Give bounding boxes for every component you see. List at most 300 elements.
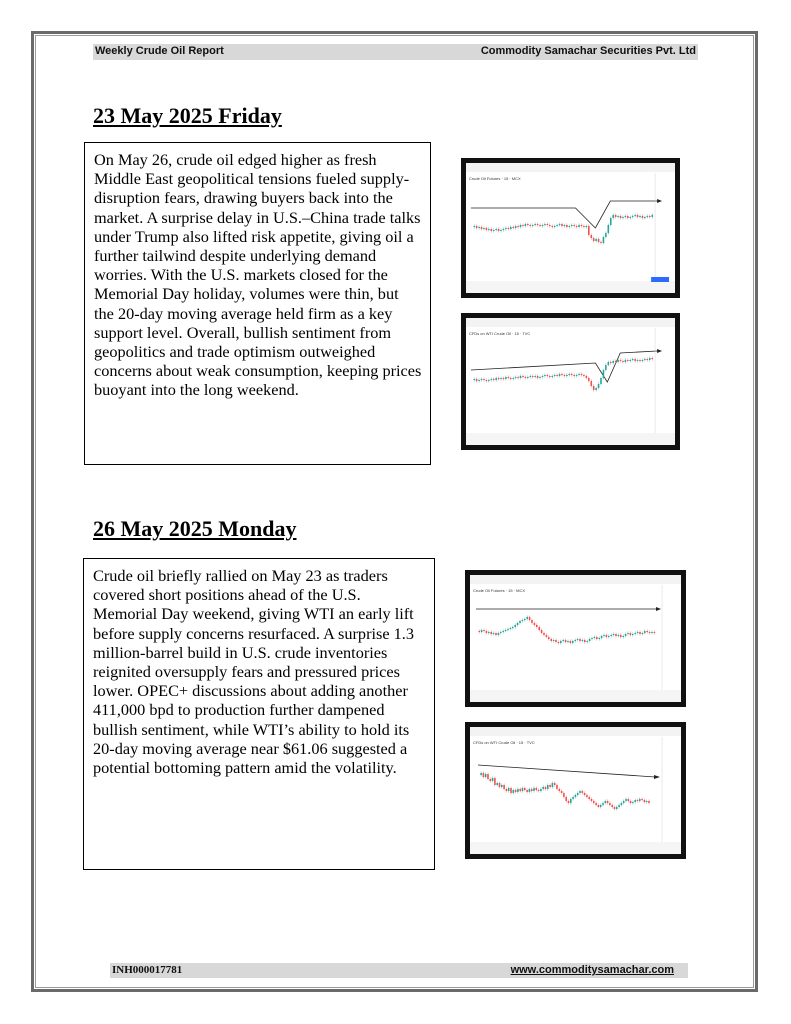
candle: [584, 793, 586, 795]
candle: [620, 216, 622, 218]
candle: [582, 640, 584, 641]
candle: [572, 641, 574, 643]
candle: [512, 627, 514, 628]
candle: [551, 226, 553, 227]
candle: [554, 226, 556, 227]
candle: [478, 227, 480, 228]
candle: [634, 215, 636, 216]
candle: [512, 227, 514, 228]
candle: [644, 217, 646, 218]
candle: [515, 790, 517, 792]
candle: [536, 625, 538, 627]
candle: [498, 229, 500, 231]
candle: [598, 384, 600, 388]
candle: [556, 785, 558, 789]
candle: [508, 788, 510, 791]
website-link[interactable]: www.commoditysamachar.com: [510, 964, 674, 976]
candle: [547, 224, 549, 225]
candle: [507, 629, 509, 630]
candle: [515, 377, 517, 378]
candle: [529, 789, 531, 792]
candle: [565, 797, 567, 801]
candle: [615, 361, 617, 362]
candle: [623, 801, 625, 803]
candle: [590, 235, 592, 238]
candle: [588, 378, 590, 381]
candle: [498, 378, 500, 379]
candle: [493, 230, 495, 231]
candle: [595, 239, 597, 241]
candle: [490, 779, 492, 781]
section-heading-1: 23 May 2025 Friday: [93, 103, 282, 128]
section-text-box-1: [84, 142, 431, 465]
candle: [486, 631, 488, 633]
candle: [529, 617, 531, 620]
candle: [603, 237, 605, 243]
section-text-2: Crude oil briefly rallied on May 23 as traders covered short positions ahead of the U.S. Memorial Day weekend, giving WTI an early lift before supply concerns resurfaced. A surprise 1.3 million-barrel build in U.S. crude inventories reignited oversupply fears and pressured prices lower. OPEC+ discussions about adding another 411,000 bpd to production further dampened bullish sentiment, while WTI’s ability to hold its 20-day moving average near $61.06 suggested a potential bottoming pattern amid the volatility.: [93, 566, 414, 778]
candle: [577, 793, 579, 795]
candle: [490, 632, 492, 634]
candle: [531, 620, 533, 623]
candle: [540, 789, 542, 791]
candle: [605, 365, 607, 370]
candle: [598, 239, 600, 242]
candle: [490, 229, 492, 231]
candle: [618, 635, 620, 636]
candle: [559, 374, 561, 376]
candle: [575, 795, 577, 797]
candle: [558, 642, 560, 643]
candle: [564, 225, 566, 226]
candle: [625, 216, 627, 217]
candle: [560, 641, 562, 643]
candle: [539, 225, 541, 226]
candle: [510, 227, 512, 229]
candle: [593, 238, 595, 241]
candle: [494, 778, 496, 785]
candle: [488, 632, 490, 633]
candle: [613, 634, 615, 635]
candle: [537, 224, 539, 225]
candle: [651, 632, 653, 633]
candle: [576, 375, 578, 376]
candle: [538, 627, 540, 630]
candle: [546, 635, 548, 637]
candle: [542, 376, 544, 377]
candle: [600, 805, 602, 807]
candle: [615, 634, 617, 636]
candle: [593, 801, 595, 803]
chart-wti-cfd-2-plot: [470, 727, 681, 854]
candle: [522, 376, 524, 377]
candle: [539, 377, 541, 378]
candle: [519, 789, 521, 791]
candle: [563, 793, 565, 797]
candle: [508, 228, 510, 229]
candle: [567, 641, 569, 642]
candle: [644, 359, 646, 360]
candle: [615, 215, 617, 217]
candle: [517, 623, 519, 625]
candle: [583, 226, 585, 227]
candle: [493, 633, 495, 634]
candle: [517, 226, 519, 227]
candle: [603, 635, 605, 636]
candle: [541, 630, 543, 633]
candle: [483, 773, 485, 777]
candle: [510, 378, 512, 379]
candle: [627, 360, 629, 361]
candle: [620, 635, 622, 637]
candle: [632, 634, 634, 635]
candle: [595, 388, 597, 390]
candle: [581, 374, 583, 375]
candle: [600, 378, 602, 384]
candle: [536, 788, 538, 790]
candle: [562, 640, 564, 641]
candle: [488, 380, 490, 381]
candle: [513, 790, 515, 793]
candle: [639, 360, 641, 361]
chart-wti-cfd-1-plot: [466, 318, 675, 445]
candle: [512, 378, 514, 379]
candle: [498, 633, 500, 635]
registration-number: INH000017781: [112, 964, 183, 976]
chart-wti-cfd-2: [465, 722, 686, 859]
candle: [500, 378, 502, 379]
candle: [483, 630, 485, 631]
candle: [502, 631, 504, 632]
page-footer: [110, 963, 688, 978]
candle: [602, 803, 604, 805]
candle: [625, 634, 627, 636]
candle: [649, 358, 651, 360]
candle: [612, 361, 614, 363]
candle: [544, 375, 546, 376]
candle: [611, 805, 613, 807]
candle: [647, 359, 649, 360]
candle: [601, 636, 603, 638]
candle: [578, 225, 580, 227]
candle: [639, 632, 641, 634]
section-text-box-2: [83, 558, 435, 870]
candle: [647, 216, 649, 217]
candle: [486, 228, 488, 230]
candle: [598, 638, 600, 639]
chart-mcx-crude-1: [461, 158, 680, 298]
chart-title: CFDs on WTI Crude Oil · 15 · TVC: [468, 330, 531, 337]
candle: [525, 377, 527, 378]
candle: [577, 639, 579, 640]
candle: [607, 801, 609, 803]
candle: [620, 360, 622, 361]
chart-mcx-crude-1-plot: [466, 163, 675, 293]
candle: [538, 790, 540, 791]
candle: [492, 778, 494, 781]
candle: [582, 791, 584, 793]
candle: [548, 637, 550, 639]
candle: [588, 226, 590, 235]
candle: [591, 638, 593, 639]
candle: [522, 225, 524, 226]
candle: [520, 225, 522, 227]
candle: [644, 631, 646, 633]
candle: [550, 639, 552, 641]
company-name: Commodity Samachar Securities Pvt. Ltd: [480, 45, 696, 57]
candle: [586, 641, 588, 642]
candle: [517, 377, 519, 378]
candle: [532, 376, 534, 377]
candle: [552, 783, 554, 787]
candle: [610, 362, 612, 363]
candle: [637, 360, 639, 361]
candle: [651, 215, 653, 217]
candle: [478, 631, 480, 632]
report-title: Weekly Crude Oil Report: [95, 45, 224, 57]
chart-wti-cfd-1: [461, 313, 680, 450]
candle: [514, 625, 516, 627]
candle: [627, 633, 629, 634]
candle: [586, 376, 588, 378]
candle: [483, 228, 485, 229]
candle: [593, 386, 595, 390]
candle: [641, 799, 643, 800]
candle: [503, 229, 505, 230]
candle: [595, 803, 597, 805]
chart-title: Crude Oil Futures · 15 · MCX: [473, 588, 526, 593]
candle: [495, 633, 497, 635]
candle: [500, 230, 502, 231]
candle: [629, 217, 631, 218]
candle: [579, 639, 581, 641]
candle: [617, 360, 619, 362]
candle: [634, 800, 636, 802]
candle: [588, 797, 590, 799]
candle: [473, 379, 475, 380]
candle: [617, 216, 619, 217]
candle: [476, 226, 478, 228]
candle: [618, 805, 620, 807]
candle: [517, 789, 519, 792]
candle: [534, 623, 536, 625]
candle: [612, 215, 614, 218]
candle: [537, 376, 539, 378]
candle: [481, 630, 483, 632]
candle: [646, 631, 648, 632]
candle: [478, 380, 480, 381]
candle: [495, 229, 497, 230]
candle: [565, 640, 567, 642]
candle: [622, 217, 624, 218]
candle: [639, 216, 641, 217]
candle: [542, 787, 544, 789]
candle: [476, 379, 478, 381]
candle: [566, 225, 568, 227]
candle: [637, 632, 639, 633]
candle: [485, 774, 487, 777]
chart-mcx-crude-2-plot: [470, 575, 681, 702]
candle: [522, 788, 524, 791]
candle: [505, 377, 507, 379]
candle: [606, 635, 608, 637]
candle: [506, 789, 508, 791]
candle: [648, 801, 650, 803]
candle: [544, 224, 546, 225]
candle: [579, 791, 581, 793]
candle: [496, 783, 498, 785]
candle: [625, 799, 627, 801]
candle: [576, 226, 578, 227]
candle: [503, 785, 505, 789]
candle: [525, 224, 527, 226]
candle: [630, 633, 632, 635]
candle: [527, 377, 529, 378]
candle: [570, 641, 572, 643]
candle: [543, 633, 545, 635]
candle: [573, 375, 575, 376]
candle: [569, 374, 571, 375]
candle: [532, 225, 534, 226]
candle: [651, 358, 653, 359]
candle: [642, 360, 644, 361]
candle: [520, 376, 522, 378]
candle: [549, 785, 551, 787]
candle: [505, 630, 507, 631]
candle: [503, 378, 505, 379]
candle: [581, 225, 583, 226]
candle: [621, 803, 623, 805]
candle: [522, 620, 524, 621]
candle: [634, 359, 636, 361]
candle: [622, 361, 624, 362]
candle: [628, 799, 630, 801]
candle: [639, 799, 641, 801]
candle: [481, 227, 483, 229]
candle: [571, 374, 573, 375]
candle: [554, 375, 556, 376]
candle: [605, 801, 607, 803]
candle: [534, 376, 536, 377]
candle: [644, 800, 646, 802]
candle: [561, 374, 563, 375]
candle: [608, 362, 610, 365]
candle: [480, 773, 482, 775]
candle: [490, 379, 492, 380]
candle: [610, 218, 612, 225]
page-header: [93, 44, 698, 60]
candle: [609, 803, 611, 805]
candle: [486, 380, 488, 381]
candle: [590, 381, 592, 386]
candle: [515, 226, 517, 228]
candle: [649, 632, 651, 633]
candle: [625, 360, 627, 362]
candle: [473, 226, 475, 227]
candle: [493, 379, 495, 380]
candle: [586, 226, 588, 227]
candle: [559, 224, 561, 225]
candle: [572, 797, 574, 799]
candle: [499, 783, 501, 787]
candle: [564, 375, 566, 376]
candle: [487, 774, 489, 779]
candle: [555, 640, 557, 642]
candle: [632, 359, 634, 360]
candle: [510, 628, 512, 629]
candle: [500, 632, 502, 633]
candle: [578, 374, 580, 375]
candle: [568, 801, 570, 803]
candle: [649, 216, 651, 217]
candle: [634, 633, 636, 634]
section-text-1: On May 26, crude oil edged higher as fresh Middle East geopolitical tensions fueled supply-disruption fears, drawing buyers back into the market. A surprise delay in U.S.–China trade talks under Trump also lifted risk appetite, giving oil a further tailwind despite underlying demand worries. With the U.S. markets closed for the Memorial Day holiday, volumes were thin, but the 20-day moving average held firm as a key support level. Overall, bullish sentiment from geopolitics and trade optimism outweighed concerns about weak consumption, keeping prices buoyant into the long weekend.: [94, 150, 422, 400]
candle: [629, 360, 631, 361]
candle: [526, 790, 528, 792]
candle: [481, 379, 483, 380]
chart-title: Crude Oil Futures · 15 · MCX: [468, 175, 521, 182]
candle: [637, 800, 639, 801]
candle: [608, 225, 610, 233]
candle: [614, 807, 616, 809]
candle: [616, 807, 618, 809]
candle: [529, 225, 531, 226]
candle: [510, 788, 512, 793]
candle: [594, 637, 596, 638]
candle: [561, 224, 563, 226]
candle: [505, 228, 507, 229]
candle: [646, 801, 648, 802]
candle: [566, 375, 568, 376]
candle: [632, 802, 634, 803]
candle: [569, 226, 571, 227]
candle: [545, 787, 547, 789]
candle: [622, 636, 624, 637]
candle: [600, 242, 602, 243]
candle: [632, 216, 634, 217]
candle: [610, 635, 612, 636]
candle: [554, 783, 556, 785]
candle: [596, 637, 598, 639]
candle: [533, 788, 535, 791]
candle: [508, 377, 510, 378]
candle: [574, 640, 576, 641]
candle: [571, 225, 573, 226]
candle: [527, 224, 529, 225]
candle: [589, 639, 591, 641]
candle: [549, 225, 551, 226]
candle: [526, 617, 528, 619]
candle: [630, 801, 632, 803]
candle: [642, 633, 644, 634]
candle: [524, 788, 526, 790]
candle: [584, 640, 586, 642]
candle: [559, 789, 561, 791]
candle: [627, 216, 629, 218]
candle: [591, 799, 593, 801]
candle: [561, 791, 563, 793]
chart-mcx-crude-2: [465, 570, 686, 707]
candle: [556, 225, 558, 226]
candle: [556, 375, 558, 376]
section-heading-2: 26 May 2025 Monday: [93, 516, 297, 541]
candle: [637, 215, 639, 217]
candle: [519, 621, 521, 623]
candle: [642, 216, 644, 218]
candle: [583, 375, 585, 376]
candle: [547, 785, 549, 789]
candle: [551, 376, 553, 377]
candle: [549, 376, 551, 377]
